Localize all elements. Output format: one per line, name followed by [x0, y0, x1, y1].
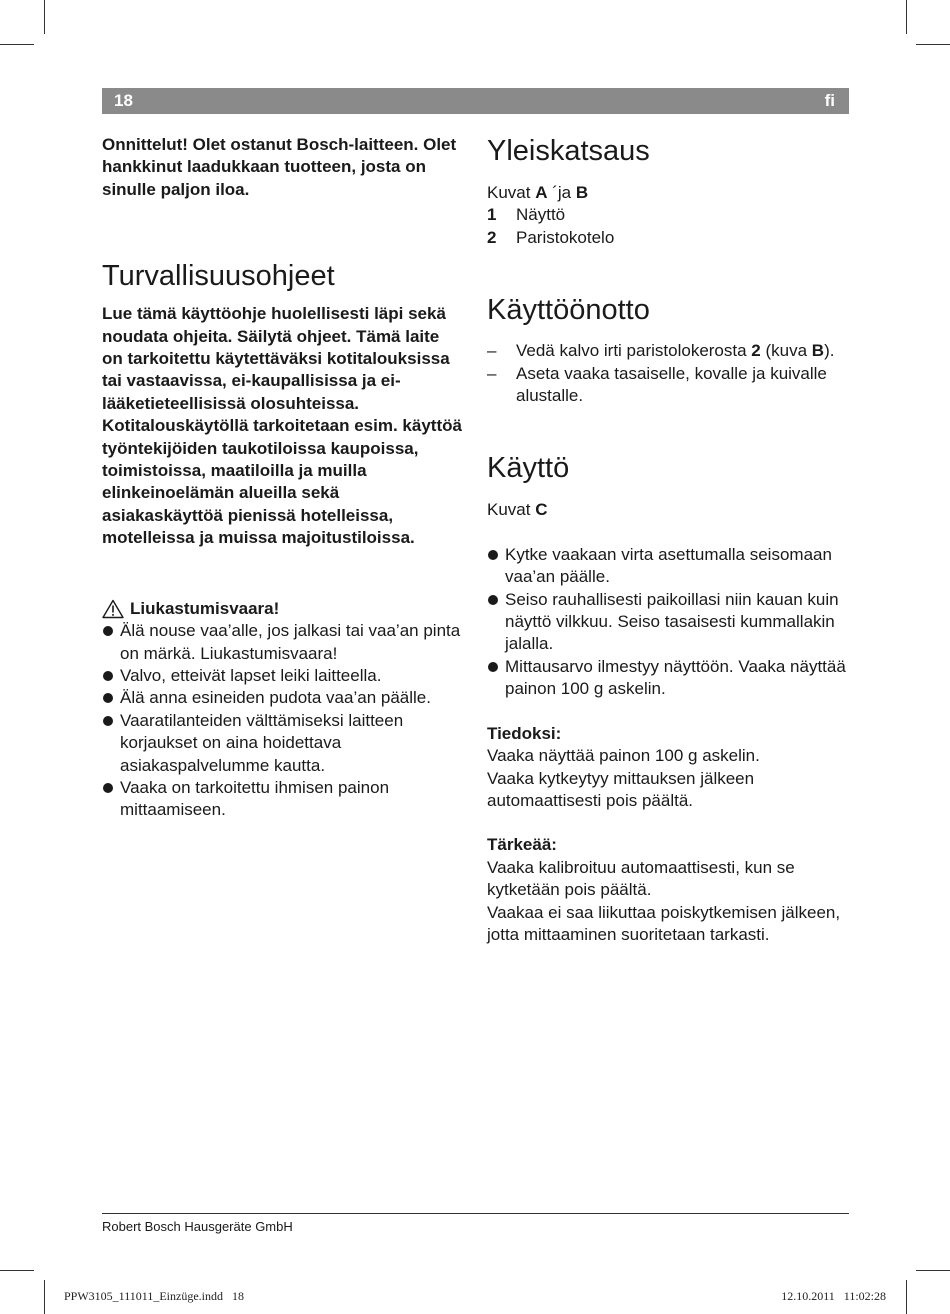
- part-label: Paristokotelo: [516, 227, 615, 247]
- overview-figure-ref: [487, 182, 849, 204]
- left-column: [102, 134, 462, 822]
- use-list: [487, 544, 849, 701]
- warning-title-text: Liukastumisvaara!: [130, 598, 280, 618]
- list-item: Seiso rauhallisesti paikoillasi niin kauan kuin näyttö vilkkuu. Seiso tasaisesti kummallakin jalalla.: [487, 589, 849, 656]
- info-title: Tiedoksi:: [487, 723, 562, 743]
- warning-title: [102, 598, 462, 620]
- list-item: [487, 340, 849, 362]
- list-item: Mittausarvo ilmestyy näyttöön. Vaaka näyttää painon 100 g askelin.: [487, 656, 849, 701]
- part-number: 2: [487, 227, 497, 247]
- figure-ref-b: B: [575, 183, 589, 202]
- part-number: 1: [487, 205, 497, 225]
- list-item: – Aseta vaaka tasaiselle, kovalle ja kuivalle alustalle.: [487, 363, 849, 408]
- figure-ref-connector: ´ja: [547, 183, 576, 202]
- info-text: Vaaka kytkeytyy mittauksen jälkeen automaattisesti pois päältä.: [487, 768, 755, 810]
- important-text: Vaaka kalibroituu automaattisesti, kun se kytketään pois päältä.: [487, 857, 795, 900]
- crop-mark: [916, 1270, 950, 1271]
- language-code: fi: [824, 91, 835, 110]
- footer-company: Robert Bosch Hausgeräte GmbH: [102, 1219, 293, 1234]
- crop-mark: [44, 1280, 45, 1314]
- figure-ref-label: Kuvat: [487, 500, 536, 520]
- use-figure-ref: [487, 499, 849, 521]
- list-item: Älä nouse vaa’alle, jos jalkasi tai vaa’an pinta on märkä. Liukastumisvaara!: [102, 620, 462, 665]
- part-row: [487, 227, 849, 249]
- setup-text: Vedä kalvo irti paristolokerosta: [516, 341, 752, 361]
- setup-text: (kuva: [760, 341, 812, 361]
- list-item: Kytke vaakaan virta asettumalla seisomaan vaa’an päälle.: [487, 544, 849, 589]
- crop-mark: [0, 1270, 34, 1271]
- safety-paragraph-1: Lue tämä käyttöohje huolellisesti läpi sekä noudata ohjeita. Säilytä ohjeet. Tämä laite on tarkoitettu käytettäväksi kotitalouksissa tai vastaavissa, ei-kaupallisissa ja ei-lääketieteellisissä olosuhteissa.: [102, 304, 450, 413]
- print-slug-date: 12.10.2011 11:02:28: [781, 1289, 886, 1303]
- intro-text: Onnittelut! Olet ostanut Bosch-laitteen. Olet hankkinut laadukkaan tuotteen, josta on sinulle paljon iloa.: [102, 135, 457, 199]
- crop-mark: [0, 44, 34, 45]
- footer-divider: [102, 1213, 849, 1214]
- info-text: Vaaka näyttää painon 100 g askelin.: [487, 746, 760, 766]
- figure-ref-label: Kuvat: [487, 183, 536, 202]
- setup-heading: Käyttöönotto: [487, 294, 650, 327]
- important-title: Tärkeää:: [487, 835, 557, 855]
- right-column: [487, 134, 849, 946]
- setup-text: ).: [824, 341, 835, 361]
- setup-list: [487, 340, 849, 407]
- page-number: 18: [114, 91, 133, 110]
- safety-heading: Turvallisuusohjeet: [102, 260, 335, 293]
- warning-list: [102, 620, 462, 822]
- setup-figure-ref: B: [811, 341, 825, 361]
- setup-part-number: 2: [751, 341, 761, 361]
- important-text: Vaakaa ei saa liikuttaa poiskytkemisen jälkeen, jotta mittaaminen suoritetaan tarkasti.: [487, 902, 841, 944]
- part-row: [487, 204, 849, 226]
- figure-ref-c: C: [535, 500, 548, 520]
- use-heading: Käyttö: [487, 452, 570, 485]
- list-item: Vaaratilanteiden välttämiseksi laitteen korjaukset on aina hoidettava asiakaspalvelumme kautta.: [102, 710, 462, 777]
- warning-triangle-icon: [102, 599, 124, 619]
- overview-heading: Yleiskatsaus: [487, 135, 650, 167]
- crop-mark: [916, 44, 950, 45]
- figure-ref-a: A: [535, 183, 548, 202]
- list-item: Älä anna esineiden pudota vaa’an päälle.: [102, 687, 462, 709]
- page-header-bar: [102, 88, 849, 114]
- list-item: Valvo, etteivät lapset leiki laitteella.: [102, 665, 462, 687]
- crop-mark: [906, 1280, 907, 1314]
- crop-mark: [906, 0, 907, 34]
- safety-paragraph-2: Kotitalouskäytöllä tarkoitetaan esim. käyttöä työntekijöiden taukotiloissa kaupoissa, toimistoissa, maatiloilla ja muilla elinkeinoelämän alueilla sekä asiakaskäyttöä pienissä hotelleissa, motelleissa ja muissa majoitustiloissa.: [102, 416, 462, 548]
- crop-mark: [44, 0, 45, 34]
- print-slug-file: PPW3105_111011_Einzüge.indd 18: [64, 1289, 244, 1303]
- list-item: Vaaka on tarkoitettu ihmisen painon mittaamiseen.: [102, 777, 462, 822]
- part-label: Näyttö: [516, 205, 566, 225]
